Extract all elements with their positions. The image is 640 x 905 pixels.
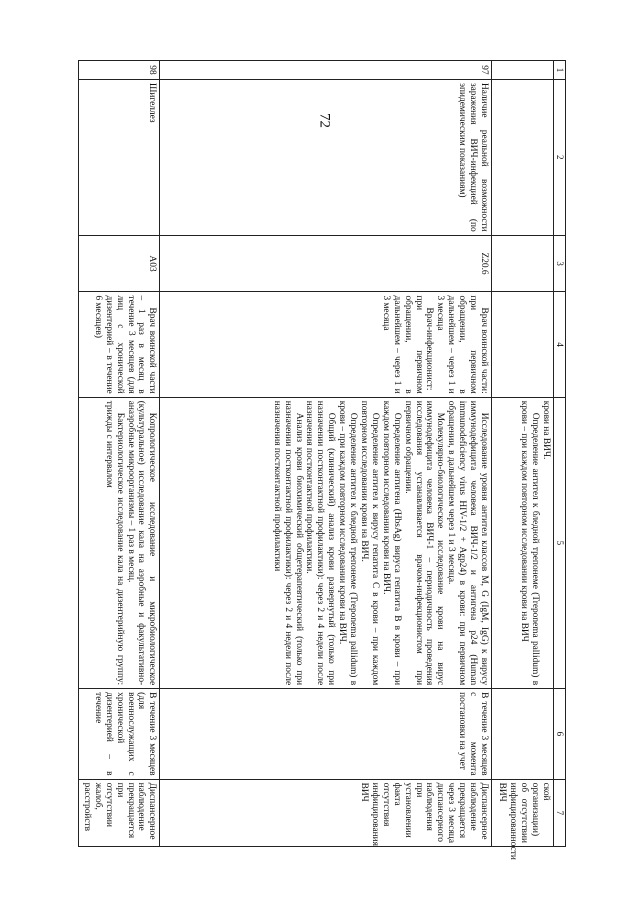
header-row [554,61,566,847]
continued-research: крови на ВИЧ. Определение антител к бледной трепонеме (Treponema pallidum) в крови – при каждом повторном исследовании крови на ВИЧ [492,397,554,688]
row-removal: Диспансерное наблюдение прекращается через 3 месяца диспансерного наблюдения при установлении факта отсутствия инфицирования ВИЧ [160,779,492,846]
row-number: 98 [79,61,160,80]
row-research: Копрологическое исследование и микробиологическое (культуральное) исследование кала на аэробные и факультативно-анаэробные микроорганизмы – 1 раз в месяц. Бактериологическое исследование кала на дизентерийную группу: трижды с интервалом [79,397,160,688]
row-duration: В течение 3 месяцев с момента постановки на учет [160,689,492,779]
table-sheet [78,60,566,860]
row-removal: Диспансерное наблюдение прекращается при отсутствии жалоб, расстройств [79,779,160,846]
table-row-98 [79,61,160,847]
row-number: 97 [160,61,492,80]
col-header-1: 1 [554,61,566,80]
col-header-3: 3 [554,235,566,292]
col-header-7: 7 [554,779,566,846]
rotated-table-wrapper [78,60,566,860]
row-research: Исследование уровня антител классов M, G (IgM, IgG) к вирусу иммунодефицита человека ВИЧ-1/2 и антигена p24 (Human immunodeficiency virus HIV-1/2 + Agp24) в крови: при первичном обращении, в дальнейшем через 1 и 3 месяца. Молекулярно-биологическое исследование крови на вирус иммунодефицита человека ВИЧ-1 – периодичность проведения исследования устанавливается врачом-инфекционистом при первичном обращении. Определение антигена (HbsAg) вируса гепатита В в крови – при каждом повторном исследовании крови на ВИЧ. Определение антител к вирусу гепатита С в крови – при каждом повторном исследовании крови на ВИЧ. Определение антител к бледной трепонеме (Treponema pallidum) в крови – при каждом повторном исследовании крови на ВИЧ. Общий (клинический) анализ крови развернутый (только при назначении постконтактной профилактики): через 2 и 4 недели после назначения постконтактной профилактики. Анализ крови биохимический общетерапевтический (только при назначении постконтактной профилактики): через 2 и 4 недели после назначения постконтактной профилактики [160,397,492,688]
row-specialist: Врач воинской части: при первичном обращении, в дальнейшем – через 1 и 3 месяца Врач-инфекционист: при первичном обращении, в дальнейшем – через 1 и 3 месяца [160,292,492,397]
page-number: 72 [316,113,333,128]
continued-removal: ской организации) об отсутствии инфицированности ВИЧ [492,779,554,846]
row-specialist: Врач воинской части – 1 раз в месяц в течение 3 месяцев (для лиц с хронической дизентерией – в течение 6 месяцев) [79,292,160,397]
col-header-6: 6 [554,689,566,779]
table-row-97 [160,61,492,847]
row-code: A03 [79,235,160,292]
row-duration: В течение 3 месяцев (для военнослужащих с хронической дизентерией – в течение [79,689,160,779]
continued-row [492,61,554,847]
row-condition: Шигеллез [79,79,160,235]
col-header-5: 5 [554,397,566,688]
col-header-2: 2 [554,79,566,235]
row-condition: Наличие реальной возможности заражения ВИЧ-инфекцией (по эпидемическим показаниям) [160,79,492,235]
observation-table [78,60,566,860]
row-code: Z20.6 [160,235,492,292]
col-header-4: 4 [554,292,566,397]
